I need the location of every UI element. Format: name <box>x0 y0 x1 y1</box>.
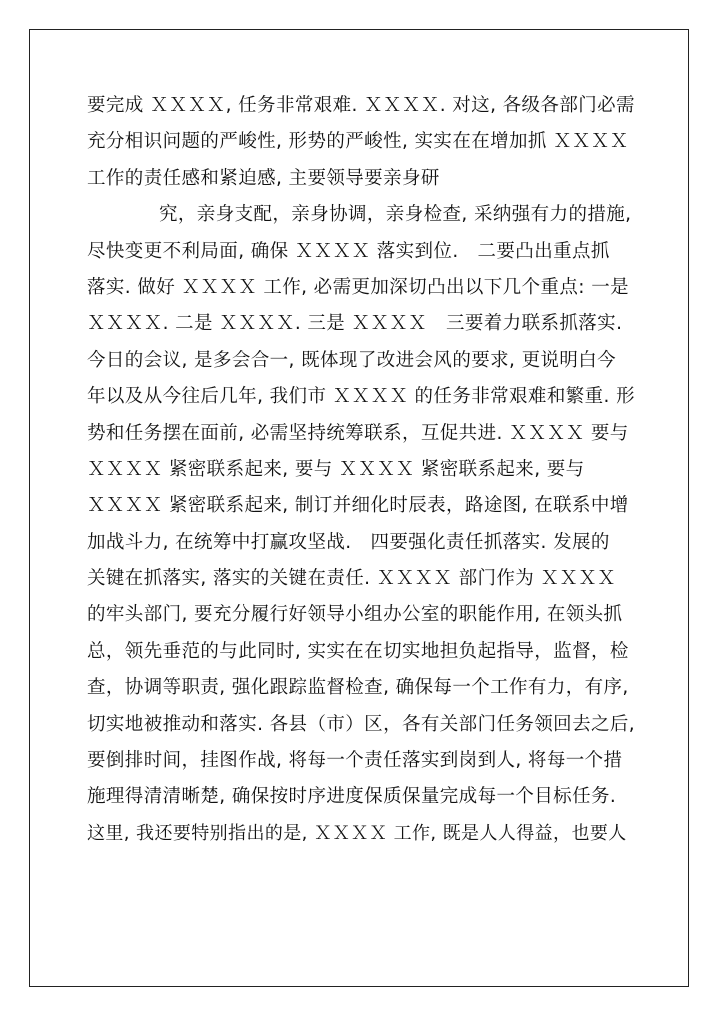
text-line: 查，协调等职责, 强化跟踪监督检查, 确保每一个工作有力，有序, <box>87 677 629 699</box>
text-line: 工作的责任感和紧迫感, 主要领导要亲身研 <box>87 167 440 189</box>
text-line-indented: 究，亲身支配，亲身协调，亲身检查, 采纳强有力的措施, <box>159 204 632 226</box>
text-line: 势和任务摆在面前, 必需坚持统筹联系，互促共进. ＸＸＸＸ 要与 <box>87 422 629 444</box>
text-line: 今日的会议, 是多会合一, 既体现了改进会风的要求, 更说明白今 <box>87 349 617 371</box>
text-line: 尽快变更不利局面, 确保 ＸＸＸＸ 落实到位. 二要凸出重点抓 <box>87 240 610 262</box>
text-line: 总，领先垂范的与此同时, 实实在在切实地担负起指导，监督，检 <box>87 640 629 662</box>
text-line: 加战斗力, 在统筹中打赢攻坚战. 四要强化责任抓落实. 发展的 <box>87 531 610 553</box>
text-line: 的牢头部门, 要充分履行好领导小组办公室的职能作用, 在领头抓 <box>87 604 623 626</box>
text-line: 要完成 ＸＸＸＸ, 任务非常艰难. ＸＸＸＸ. 对这, 各级各部门必需 <box>87 95 635 116</box>
text-line: 关键在抓落实, 落实的关键在责任. ＸＸＸＸ 部门作为 ＸＸＸＸ <box>87 568 617 590</box>
text-line: 落实. 做好 ＸＸＸＸ 工作, 必需更加深切凸出以下几个重点: 一是 <box>87 276 629 298</box>
text-line: 要倒排时间，挂图作战, 将每一个责任落实到岗到人, 将每一个措 <box>87 750 623 772</box>
text-line: 施理得清清晰楚, 确保按时序进度保质保量完成每一个目标任务. <box>87 786 617 808</box>
text-line: ＸＸＸＸ 紧密联系起来, 要与 ＸＸＸＸ 紧密联系起来, 要与 <box>87 458 585 480</box>
text-line: 年以及从今往后几年, 我们市 ＸＸＸＸ 的任务非常艰难和繁重. 形 <box>87 386 635 408</box>
text-line: 充分相识问题的严峻性, 形势的严峻性, 实实在在增加抓 ＸＸＸＸ <box>87 131 629 153</box>
text-line: ＸＸＸＸ. 二是 ＸＸＸＸ. 三是 ＸＸＸＸ 三要着力联系抓落实. <box>87 313 623 335</box>
text-line: 切实地被推动和落实. 各县（市）区，各有关部门任务领回去之后, <box>87 713 635 735</box>
text-line: 这里, 我还要特别指出的是, ＸＸＸＸ 工作, 既是人人得益，也要人 <box>87 822 627 844</box>
text-line: ＸＸＸＸ 紧密联系起来, 制订并细化时辰表，路途图, 在联系中增 <box>87 495 629 517</box>
document-body <box>87 88 635 852</box>
